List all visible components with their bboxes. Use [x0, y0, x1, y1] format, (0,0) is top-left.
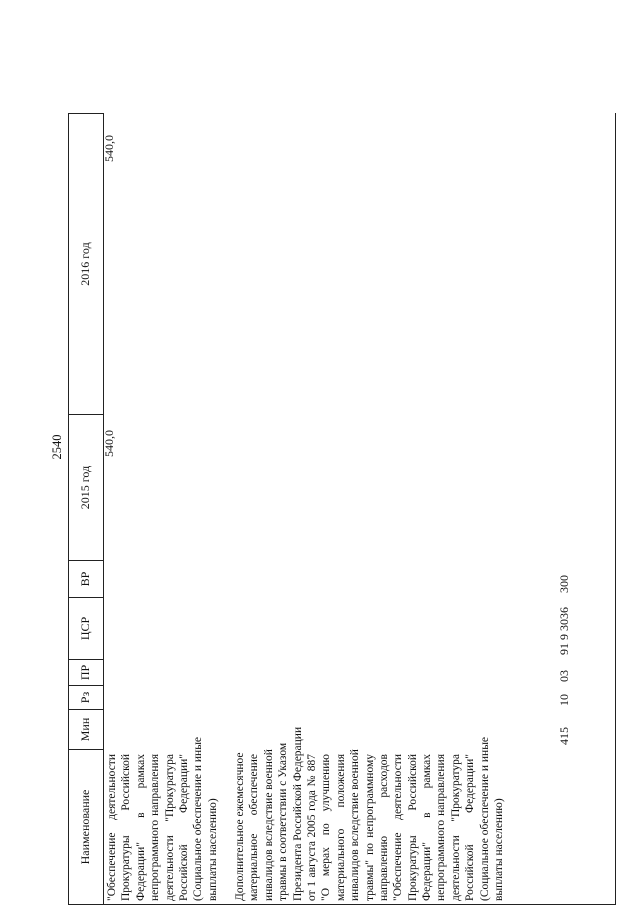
page-number: 2540 — [50, 434, 64, 460]
name-line: (Социальное обеспечение и иные — [192, 736, 205, 901]
row-name-text — [105, 736, 220, 901]
name-line: травмы в соответствии с Указом — [277, 742, 290, 901]
name-line: инвалидов вследствие военной — [349, 749, 362, 901]
name-line: Дополнительное ежемесячное — [234, 752, 246, 901]
column-header-csr: ЦСР — [78, 616, 92, 641]
name-line: "О мерах по улучшению — [320, 754, 333, 901]
column-header-rz: Рз — [78, 691, 92, 704]
name-line: Прокуратуры Российской — [120, 754, 133, 901]
name-line: инвалидов вследствие военной — [262, 749, 275, 901]
name-line: Президента Российской Федерации — [291, 726, 304, 901]
row-code-vr: 300 — [557, 575, 571, 593]
name-line: материального положения — [334, 754, 347, 901]
name-line: материальное обеспечение — [248, 754, 261, 901]
name-line: Федерации" в рамках — [134, 754, 147, 901]
name-line: Прокуратуры Российской — [406, 754, 419, 901]
row-code-min: 415 — [557, 727, 571, 745]
name-line: "Обеспечение деятельности — [392, 754, 405, 901]
name-line: Федерации" в рамках — [421, 754, 434, 901]
row-value-2015: 540,0 — [102, 430, 116, 457]
column-header-vr: ВР — [78, 571, 92, 587]
name-line: деятельности "Прокуратура — [449, 754, 462, 901]
name-line: направлению расходов — [377, 754, 390, 901]
row-name-text — [233, 726, 506, 901]
row-code-csr: 91 9 3036 — [557, 607, 571, 655]
row-value-2016: 540,0 — [102, 135, 116, 162]
column-header-min: Мин — [78, 717, 92, 742]
name-line: "Обеспечение деятельности — [106, 754, 118, 901]
row-code-pr: 03 — [557, 670, 571, 682]
column-header-2015: 2015 год — [78, 465, 92, 510]
name-line: выплаты населению) — [206, 798, 219, 901]
budget-table — [68, 113, 616, 905]
name-line: деятельности "Прокуратура — [163, 754, 176, 901]
name-line: Российской Федерации" — [464, 754, 477, 901]
name-line: Российской Федерации" — [177, 754, 190, 901]
column-header-pr: ПР — [78, 664, 92, 681]
name-line: от 1 августа 2005 года № 887 — [305, 754, 318, 901]
name-line: непрограммного направления — [149, 754, 162, 901]
name-line: выплаты населению) — [493, 798, 506, 901]
column-header-name: Наименование — [78, 789, 92, 865]
column-header-2016: 2016 год — [78, 242, 92, 286]
name-line: непрограммного направления — [435, 754, 448, 901]
name-line: (Социальное обеспечение и иные — [478, 736, 491, 901]
name-line: травмы" по непрограммному — [363, 754, 376, 901]
row-code-rz: 10 — [557, 694, 571, 706]
